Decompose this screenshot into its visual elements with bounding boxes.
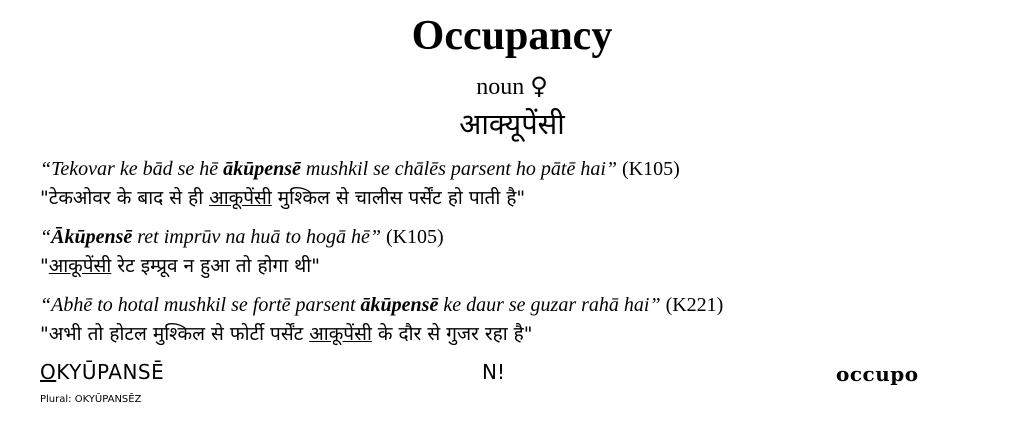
phonetic-spelling — [40, 360, 164, 384]
example-1-text-pre: “Tekovar ke bād se hē — [40, 158, 224, 180]
etymology: occupo — [836, 362, 919, 386]
pos-label: noun — [476, 74, 525, 100]
example-3-text-pre: “Abhē to hotal mushkil se fortē parsent — [40, 294, 361, 316]
example-2-deva-keyword: आकूपेंसी — [48, 255, 112, 277]
devanagari-headword: आक्यूपेंसी — [459, 107, 565, 141]
example-1-reference: (K105) — [617, 158, 680, 180]
example-3-reference: (K221) — [660, 294, 724, 316]
example-1-deva-post: मुश्किल से चालीस पर्सेंट हो पाती है" — [271, 187, 526, 209]
example-2-text-pre: “ — [40, 226, 52, 248]
phonetic-stressed-letter: O — [40, 360, 57, 384]
example-1-deva-pre: "टेकओवर के बाद से ही — [40, 187, 210, 209]
example-1-deva-keyword: आकूपेंसी — [209, 187, 272, 209]
headword: Occupancy — [411, 13, 613, 59]
example-1-text-post: mushkil se chālēs parsent ho pātē hai” — [300, 158, 618, 180]
example-2-text-post: ret imprūv na huā to hogā hē” — [132, 226, 381, 248]
example-3-deva-keyword: आकूपेंसी — [309, 323, 372, 345]
example-2-reference: (K105) — [380, 226, 444, 248]
example-3-deva-post: के दौर से गुजर रहा है" — [371, 323, 533, 345]
part-of-speech — [0, 72, 1024, 101]
plural-form: Plural: OKYŪPANSĒZ — [40, 394, 142, 405]
example-2-deva-post: रेट इम्प्रूव न हुआ तो होगा थी" — [111, 255, 320, 277]
example-1-devanagari — [40, 184, 525, 210]
example-2-devanagari — [40, 252, 320, 278]
example-3-devanagari — [40, 320, 533, 346]
example-2-keyword: Ākūpensē — [51, 226, 133, 248]
phonetic-rest: KYŪPANSĒ — [56, 360, 165, 384]
example-3-keyword: ākūpensē — [360, 294, 439, 316]
example-2-transliteration — [40, 226, 444, 249]
example-2-deva-pre: " — [40, 255, 49, 277]
example-3-transliteration — [40, 294, 723, 317]
example-1-transliteration — [40, 158, 680, 181]
example-1-keyword: ākūpensē — [223, 158, 301, 180]
gender-code: N! — [482, 360, 505, 384]
female-gender-icon: ♀ — [530, 72, 548, 100]
example-3-text-post: ke daur se guzar rahā hai” — [438, 294, 661, 316]
example-3-deva-pre: "अभी तो होटल मुश्किल से फोर्टी पर्सेंट — [40, 323, 310, 345]
